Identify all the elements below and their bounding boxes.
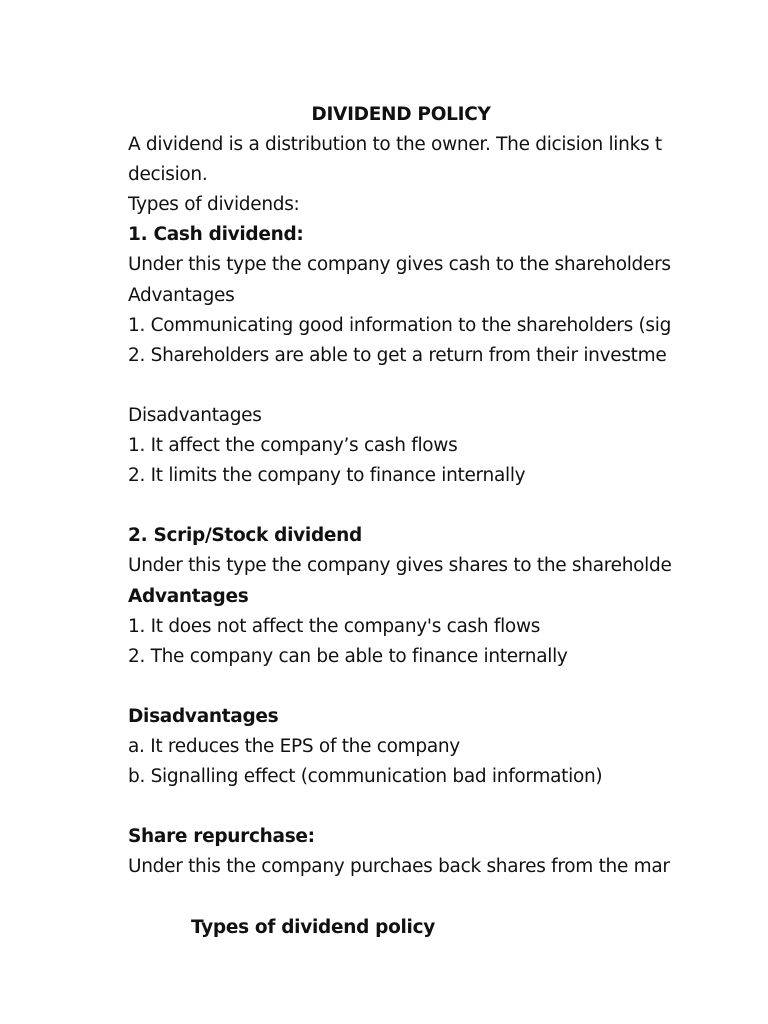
intro-text: A dividend is a distribution to the owner. The dicision links t [128, 134, 662, 156]
cash-advantage-item: 1. Communicating good information to the shareholders (sig [128, 314, 672, 336]
document-title: DIVIDEND POLICY [311, 104, 491, 125]
scrip-advantage-item: 2. The company can be able to finance internally [128, 645, 568, 667]
cash-disadvantage-item: 2. It limits the company to finance internally [128, 465, 526, 487]
spacer [128, 491, 674, 521]
scrip-dividend-heading: 2. Scrip/Stock dividend [128, 525, 362, 547]
cash-advantages-label: Advantages [128, 284, 235, 306]
types-intro: Types of dividends: [128, 194, 300, 216]
share-repurchase-heading: Share repurchase: [128, 826, 315, 848]
document-body [128, 100, 674, 943]
cash-disadvantages-label: Disadvantages [128, 404, 262, 426]
cash-dividend-heading: 1. Cash dividend: [128, 224, 304, 246]
cash-dividend-description: Under this type the company gives cash to the shareholders [128, 254, 671, 276]
cash-disadvantage-item: 1. It affect the company’s cash flows [128, 435, 458, 457]
spacer [128, 672, 674, 702]
spacer [128, 792, 674, 822]
scrip-disadvantage-item: b. Signalling effect (communication bad information) [128, 766, 603, 788]
cash-advantage-item: 2. Shareholders are able to get a return from their investme [128, 344, 667, 366]
scrip-dividend-description: Under this type the company gives shares to the shareholde [128, 555, 672, 577]
share-repurchase-description: Under this the company purchaes back shares from the mar [128, 856, 670, 878]
intro-text-continued: decision. [128, 164, 208, 186]
scrip-disadvantage-item: a. It reduces the EPS of the company [128, 735, 460, 757]
scrip-advantage-item: 1. It does not affect the company's cash flows [128, 615, 541, 637]
scrip-advantages-label: Advantages [128, 585, 249, 607]
dividend-policy-heading: Types of dividend policy [191, 916, 436, 938]
spacer [128, 371, 674, 401]
spacer [128, 882, 674, 912]
scrip-disadvantages-label: Disadvantages [128, 705, 279, 727]
